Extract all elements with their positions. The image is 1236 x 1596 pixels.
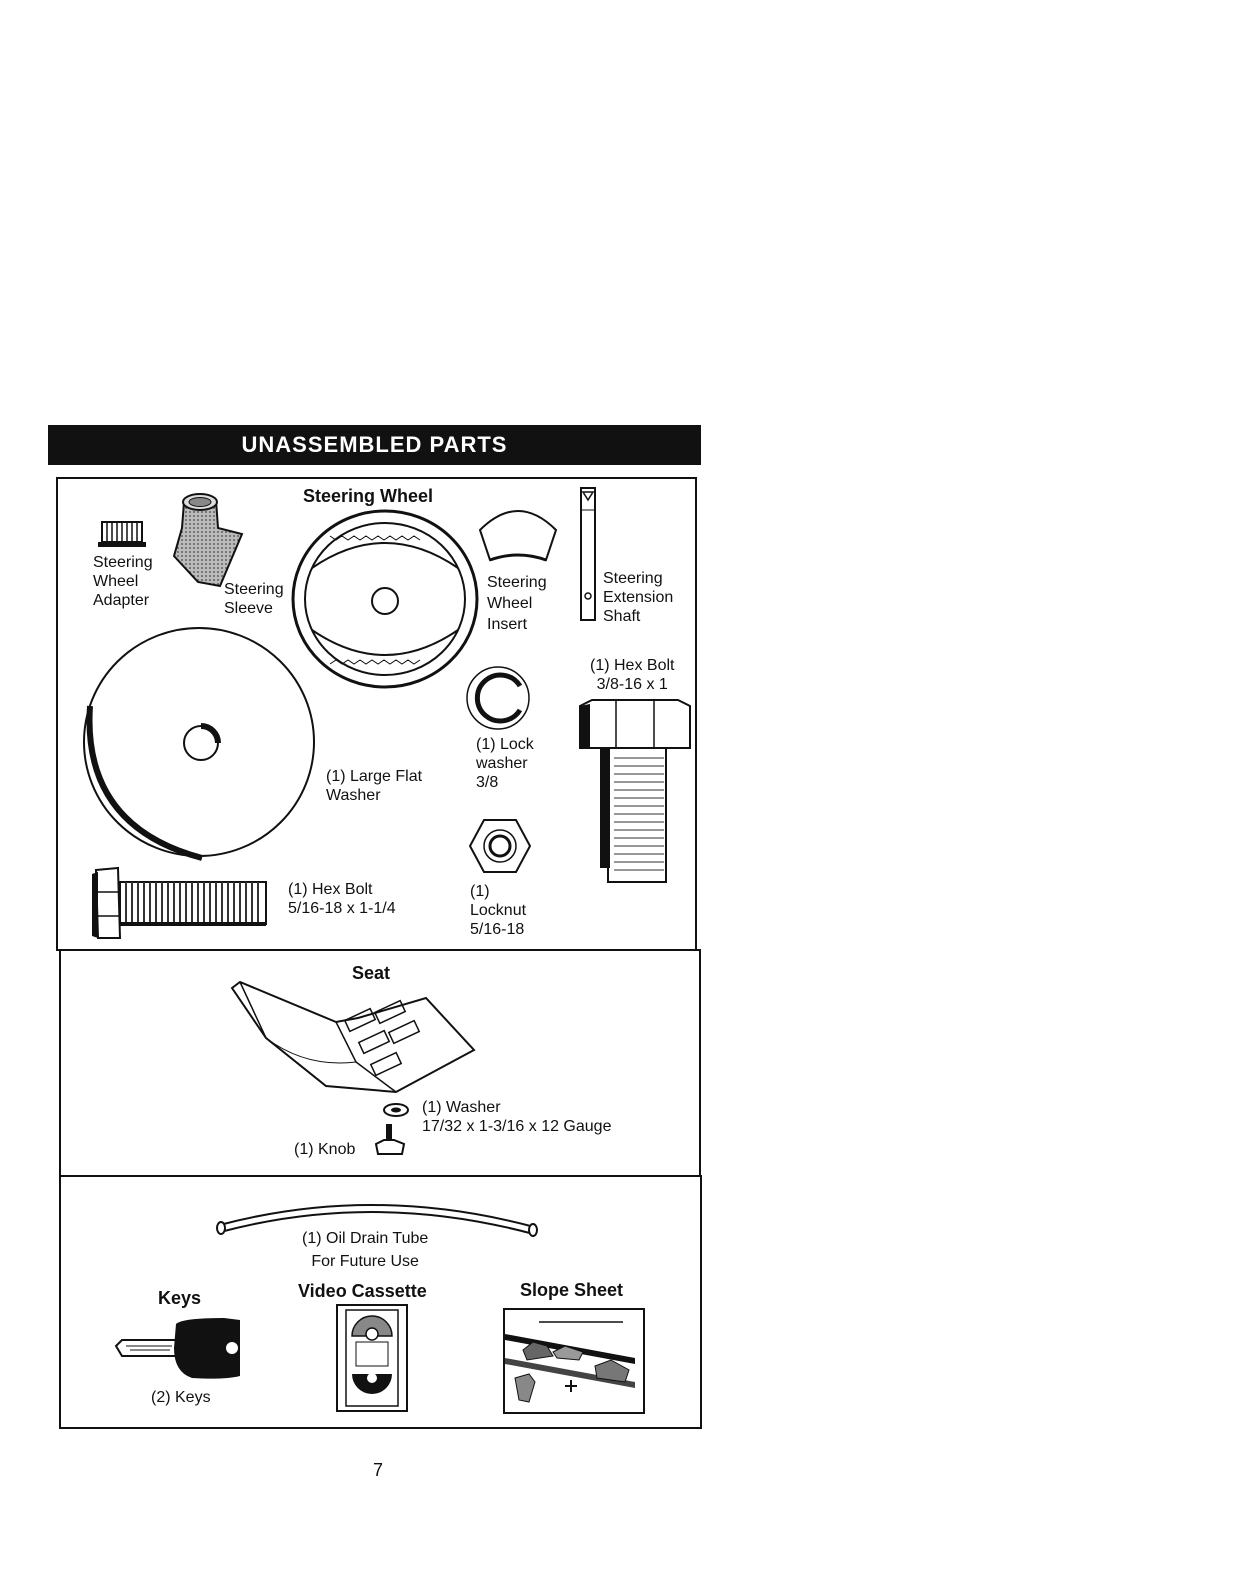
steering-extension-shaft-label: Steering Extension Shaft: [603, 570, 674, 625]
steering-sleeve-label: Steering Sleeve: [224, 581, 284, 617]
large-flat-washer-illustration: [82, 626, 322, 862]
video-cassette-illustration: [336, 1304, 408, 1412]
keys-label: (2) Keys: [151, 1389, 211, 1406]
steering-sleeve-illustration: [168, 490, 248, 590]
seat-knob-illustration: [372, 1122, 408, 1158]
keys-title: Keys: [158, 1288, 202, 1308]
large-flat-washer-label: (1) Large Flat Washer: [326, 768, 423, 804]
oil-drain-tube-label: (1) Oil Drain Tube For Future Use: [302, 1230, 429, 1270]
hex-bolt-small-label: (1) Hex Bolt 5/16-18 x 1-1/4: [288, 881, 396, 917]
hex-bolt-small-illustration: [90, 866, 270, 942]
video-cassette-title: Video Cassette: [298, 1281, 427, 1301]
hex-bolt-large-illustration: [578, 696, 692, 886]
steering-wheel-title: Steering Wheel: [303, 486, 434, 506]
steering-wheel-adapter-illustration: [96, 518, 156, 554]
seat-illustration: [226, 978, 482, 1098]
lock-washer-illustration: [464, 664, 534, 734]
steering-wheel-insert-label: Steering Wheel Insert: [487, 574, 547, 633]
locknut-label: (1) Locknut 5/16-18: [470, 883, 527, 938]
steering-wheel-adapter-label: Steering Wheel Adapter: [93, 554, 153, 609]
seat-knob-label: (1) Knob: [294, 1141, 356, 1158]
seat-washer-label: (1) Washer 17/32 x 1-3/16 x 12 Gauge: [422, 1099, 612, 1135]
lock-washer-label: (1) Lock washer 3/8: [476, 736, 534, 791]
seat-washer-illustration: [382, 1102, 410, 1118]
keys-illustration: [112, 1316, 246, 1382]
hex-bolt-large-label: (1) Hex Bolt 3/8-16 x 1: [590, 657, 675, 693]
seat-title: Seat: [352, 963, 391, 983]
slope-sheet-title: Slope Sheet: [520, 1280, 624, 1300]
page-number: 7: [373, 1460, 384, 1480]
steering-extension-shaft-illustration: [578, 486, 600, 622]
locknut-illustration: [468, 818, 532, 874]
steering-wheel-insert-illustration: [476, 500, 560, 566]
slope-sheet-illustration: [503, 1308, 645, 1414]
section-header: UNASSEMBLED PARTS: [48, 425, 701, 465]
